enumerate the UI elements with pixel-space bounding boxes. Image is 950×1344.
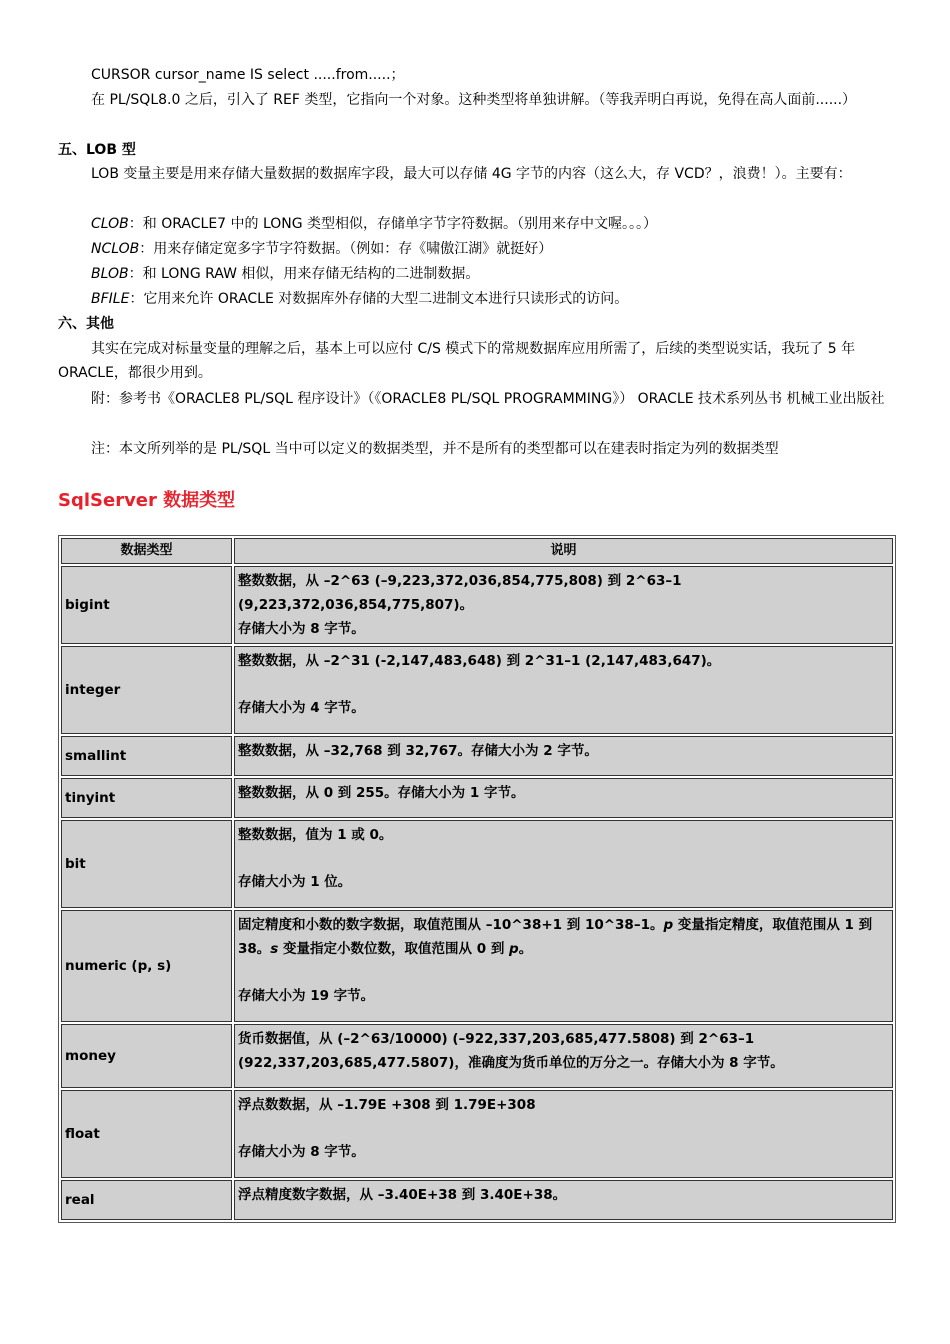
other-paragraph: 其实在完成对标量变量的理解之后，基本上可以应付 C/S 模式下的常规数据库应用所需了，后续的类型说实话，我玩了 5 年 ORACLE，都很少用到。 [58, 341, 856, 381]
nclob-term: NCLOB [91, 241, 140, 257]
reference-book: 附：参考书《ORACLE8 PL/SQL 程序设计》（《ORACLE8 PL/SQL PROGRAMMING》） ORACLE 技术系列丛书 机械工业出版社 [91, 391, 885, 407]
header-desc: 说明 [234, 538, 893, 564]
clob-term: CLOB [91, 216, 129, 232]
blob-text: ：和 LONG RAW 相似，用来存储无结构的二进制数据。 [128, 266, 480, 282]
type-name: money [61, 1024, 232, 1088]
lob-heading: 五、LOB 型 [58, 142, 136, 158]
type-name: numeric (p, s) [61, 910, 232, 1022]
other-heading: 六、其他 [58, 316, 114, 332]
note-paragraph: 注：本文所列举的是 PL/SQL 当中可以定义的数据类型，并不是所有的类型都可以在建表时指定为列的数据类型 [91, 441, 779, 457]
lob-intro: LOB 变量主要是用来存储大量数据的数据库字段，最大可以存储 4G 字节的内容（这么大，存 VCD？，浪费！）。主要有： [91, 166, 852, 182]
type-name: real [61, 1180, 232, 1220]
nclob-text: ：用来存储定宽多字节字符数据。（例如：存《啸傲江湖》就挺好） [139, 241, 553, 257]
table-header-row [61, 538, 893, 564]
type-desc: 浮点精度数字数据，从 –3.40E+38 到 3.40E+38。 [234, 1180, 893, 1220]
bfile-line [58, 287, 894, 311]
table-row [61, 778, 893, 818]
type-desc: 整数数据，值为 1 或 0。 存储大小为 1 位。 [234, 820, 893, 908]
type-desc: 整数数据，从 –2^31 (-2,147,483,648) 到 2^31–1 (2,147,483,647)。 存储大小为 4 字节。 [234, 646, 893, 734]
bfile-term: BFILE [91, 291, 130, 307]
table-row [61, 1180, 893, 1220]
sqlserver-section-title: SqlServer 数据类型 [58, 490, 236, 511]
blob-line [58, 262, 894, 286]
type-name: smallint [61, 736, 232, 776]
type-name: tinyint [61, 778, 232, 818]
table-row [61, 1024, 893, 1088]
type-desc: 浮点数数据，从 –1.79E +308 到 1.79E+308 存储大小为 8 字节。 [234, 1090, 893, 1178]
cursor-line: CURSOR cursor_name IS select .....from.....； [91, 67, 405, 83]
type-name: bigint [61, 566, 232, 644]
type-name: float [61, 1090, 232, 1178]
table-row [61, 646, 893, 734]
table-row [61, 1090, 893, 1178]
table-row [61, 820, 893, 908]
ref-paragraph: 在 PL/SQL8.0 之后，引入了 REF 类型，它指向一个对象。这种类型将单独讲解。（等我弄明白再说，免得在高人面前......） [91, 92, 857, 108]
type-desc: 整数数据，从 –32,768 到 32,767。存储大小为 2 字节。 [234, 736, 893, 776]
bfile-text: ：它用来允许 ORACLE 对数据库外存储的大型二进制文本进行只读形式的访问。 [129, 291, 629, 307]
type-desc: 整数数据，从 –2^63 (–9,223,372,036,854,775,808) 到 2^63–1 (9,223,372,036,854,775,807)。 存储大小为 8 字节。 [234, 566, 893, 644]
clob-line [58, 212, 894, 236]
table-row [61, 910, 893, 1022]
blob-term: BLOB [91, 266, 129, 282]
data-types-table [58, 535, 896, 1223]
type-desc: 货币数据值，从 (–2^63/10000) (–922,337,203,685,477.5808) 到 2^63–1 (922,337,203,685,477.5807)，准确度为货币单位的万分之一。存储大小为 8 字节。 [234, 1024, 893, 1088]
type-desc: 整数数据，从 0 到 255。存储大小为 1 字节。 [234, 778, 893, 818]
type-desc: 固定精度和小数的数字数据，取值范围从 –10^38+1 到 10^38–1。p 变量指定精度，取值范围从 1 到 38。s 变量指定小数位数，取值范围从 0 到 p。 存储大小为 19 字节。 [234, 910, 893, 1022]
table-row [61, 566, 893, 644]
table-row [61, 736, 893, 776]
nclob-line [58, 237, 894, 261]
header-type: 数据类型 [61, 538, 232, 564]
type-name: integer [61, 646, 232, 734]
type-name: bit [61, 820, 232, 908]
clob-text: ：和 ORACLE7 中的 LONG 类型相似，存储单字节字符数据。（别用来存中文喔。。。） [128, 216, 658, 232]
